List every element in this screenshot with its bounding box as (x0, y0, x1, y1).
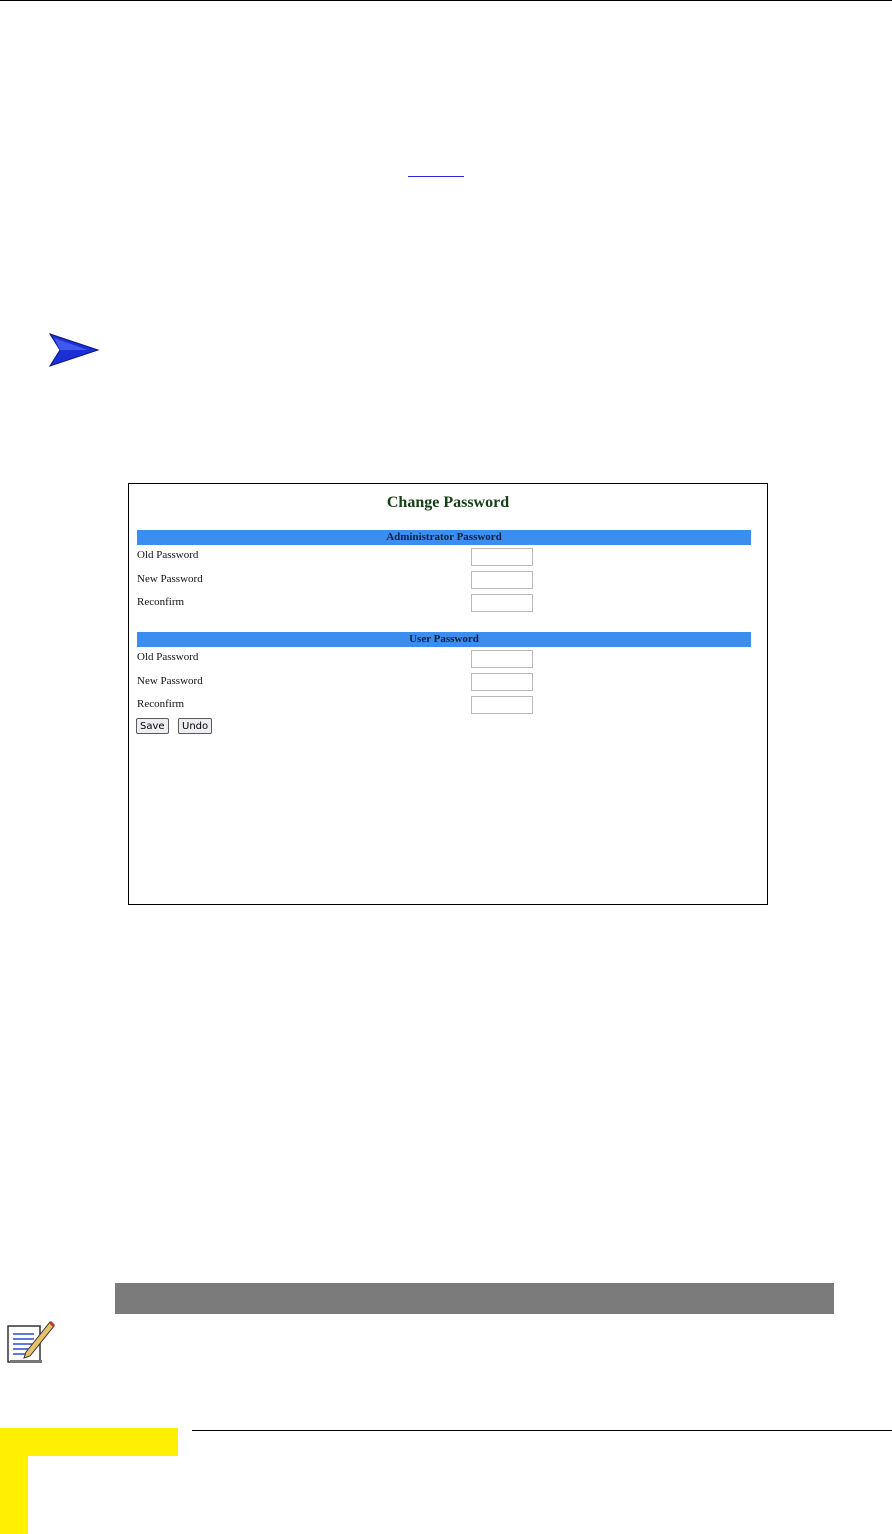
admin-old-password-input[interactable] (471, 548, 533, 566)
note-bar (115, 1283, 834, 1314)
yellow-side-bar (0, 1428, 28, 1534)
user-new-password-label: New Password (137, 675, 203, 687)
admin-new-password-label: New Password (137, 573, 203, 585)
user-reconfirm-label: Reconfirm (137, 698, 185, 710)
admin-new-password-input[interactable] (471, 571, 533, 589)
save-button[interactable]: Save (136, 718, 169, 734)
top-rule (0, 0, 892, 1)
document-link[interactable] (408, 160, 464, 177)
notepad-pencil-icon (6, 1318, 56, 1366)
user-new-password-input[interactable] (471, 673, 533, 691)
undo-button[interactable]: Undo (178, 718, 212, 734)
admin-password-header: Administrator Password (137, 530, 751, 545)
admin-reconfirm-input[interactable] (471, 594, 533, 612)
user-old-password-input[interactable] (471, 650, 533, 668)
panel-title: Change Password (386, 494, 510, 511)
footer-rule (192, 1430, 892, 1431)
user-password-header: User Password (137, 632, 751, 647)
change-password-panel (128, 483, 768, 905)
admin-old-password-label: Old Password (137, 549, 199, 561)
user-reconfirm-input[interactable] (471, 696, 533, 714)
admin-reconfirm-label: Reconfirm (137, 596, 185, 608)
user-old-password-label: Old Password (137, 651, 199, 663)
blue-arrow-icon (48, 330, 100, 370)
